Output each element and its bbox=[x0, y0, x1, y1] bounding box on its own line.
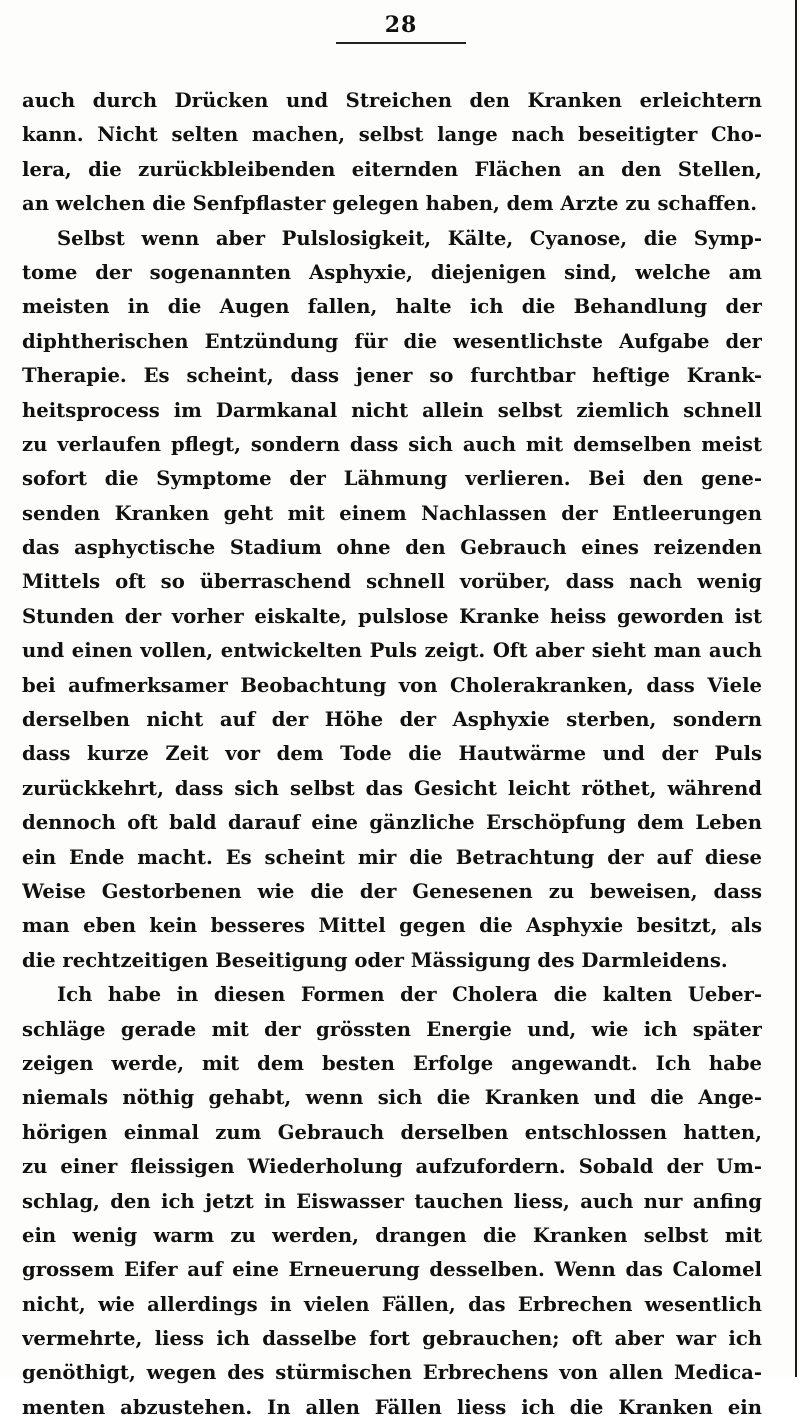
text-line: dass kurze Zeit vor dem Tode die Hautwärme und der Puls bbox=[22, 742, 762, 766]
body-text bbox=[22, 84, 762, 1425]
text-line: schlag, den ich jetzt in Eiswasser tauchen liess, auch nur anfing bbox=[22, 1189, 762, 1213]
text-line: menten abzustehen. In allen Fällen liess ich die Kranken ein bbox=[22, 1395, 762, 1419]
text-line: tome der sogenannten Asphyxie, diejenigen sind, welche am bbox=[22, 260, 762, 284]
text-line: diphtherischen Entzündung für die wesentlichste Aufgabe der bbox=[22, 329, 762, 353]
text-line: senden Kranken geht mit einem Nachlassen der Entleerungen bbox=[22, 501, 762, 525]
text-line: sofort die Symptome der Lähmung verlieren. Bei den gene- bbox=[22, 467, 762, 491]
text-line: Therapie. Es scheint, dass jener so furchtbar heftige Krank- bbox=[22, 364, 762, 388]
text-line: ein wenig warm zu werden, drangen die Kranken selbst mit bbox=[22, 1223, 762, 1247]
text-line: die rechtzeitigen Beseitigung oder Mässigung des Darmleidens. bbox=[22, 948, 728, 972]
text-line: zu verlaufen pflegt, sondern dass sich auch mit demselben meist bbox=[22, 432, 762, 456]
text-line: derselben nicht auf der Höhe der Asphyxie sterben, sondern bbox=[22, 708, 762, 732]
text-line: zeigen werde, mit dem besten Erfolge angewandt. Ich habe bbox=[22, 1051, 762, 1075]
text-line: zurückkehrt, dass sich selbst das Gesicht leicht röthet, während bbox=[22, 776, 762, 800]
text-line: das asphyctische Stadium ohne den Gebrauch eines reizenden bbox=[22, 536, 762, 560]
text-line: hörigen einmal zum Gebrauch derselben entschlossen hatten, bbox=[22, 1120, 762, 1144]
text-line: Stunden der vorher eiskalte, pulslose Kranke heiss geworden ist bbox=[22, 604, 762, 628]
text-line: grossem Eifer auf eine Erneuerung desselben. Wenn das Calomel bbox=[22, 1258, 762, 1282]
page-number-rule bbox=[336, 42, 466, 44]
text-line: zu einer fleissigen Wiederholung aufzufordern. Sobald der Um- bbox=[22, 1155, 762, 1179]
page-number: 28 bbox=[384, 12, 418, 38]
text-line: Mittels oft so überraschend schnell vorüber, dass nach wenig bbox=[22, 570, 762, 594]
text-line: an welchen die Senfpflaster gelegen haben, dem Arzte zu schaffen. bbox=[22, 192, 758, 216]
text-line: Selbst wenn aber Pulslosigkeit, Kälte, Cyanose, die Symp- bbox=[57, 226, 762, 250]
page-edge-line bbox=[795, 0, 797, 1377]
text-line: nicht, wie allerdings in vielen Fällen, das Erbrechen wesentlich bbox=[22, 1292, 762, 1316]
text-line: meisten in die Augen fallen, halte ich die Behandlung der bbox=[22, 295, 762, 319]
text-line: kann. Nicht selten machen, selbst lange nach beseitigter Cho- bbox=[22, 123, 762, 147]
text-line: auch durch Drücken und Streichen den Kranken erleichtern bbox=[22, 89, 762, 112]
text-line: heitsprocess im Darmkanal nicht allein selbst ziemlich schnell bbox=[22, 398, 762, 422]
text-line: und einen vollen, entwickelten Puls zeigt. Oft aber sieht man auch bbox=[22, 639, 762, 663]
text-line: bei aufmerksamer Beobachtung von Cholerakranken, dass Viele bbox=[22, 673, 762, 697]
text-line: man eben kein besseres Mittel gegen die Asphyxie besitzt, als bbox=[22, 914, 762, 938]
text-line: ein Ende macht. Es scheint mir die Betrachtung der auf diese bbox=[22, 845, 762, 869]
text-line: niemals nöthig gehabt, wenn sich die Kranken und die Ange- bbox=[22, 1086, 762, 1110]
text-line: schläge gerade mit der grössten Energie und, wie ich später bbox=[22, 1017, 762, 1041]
text-line: vermehrte, liess ich dasselbe fort gebrauchen; oft aber war ich bbox=[22, 1327, 762, 1351]
text-line: lera, die zurückbleibenden eiternden Flächen an den Stellen, bbox=[22, 157, 762, 181]
text-line: Weise Gestorbenen wie die der Genesenen zu beweisen, dass bbox=[22, 879, 762, 903]
text-line: genöthigt, wegen des stürmischen Erbrechens von allen Medica- bbox=[22, 1361, 762, 1385]
text-line: Ich habe in diesen Formen der Cholera die kalten Ueber- bbox=[57, 983, 762, 1007]
text-line: dennoch oft bald darauf eine gänzliche Erschöpfung dem Leben bbox=[22, 811, 762, 835]
